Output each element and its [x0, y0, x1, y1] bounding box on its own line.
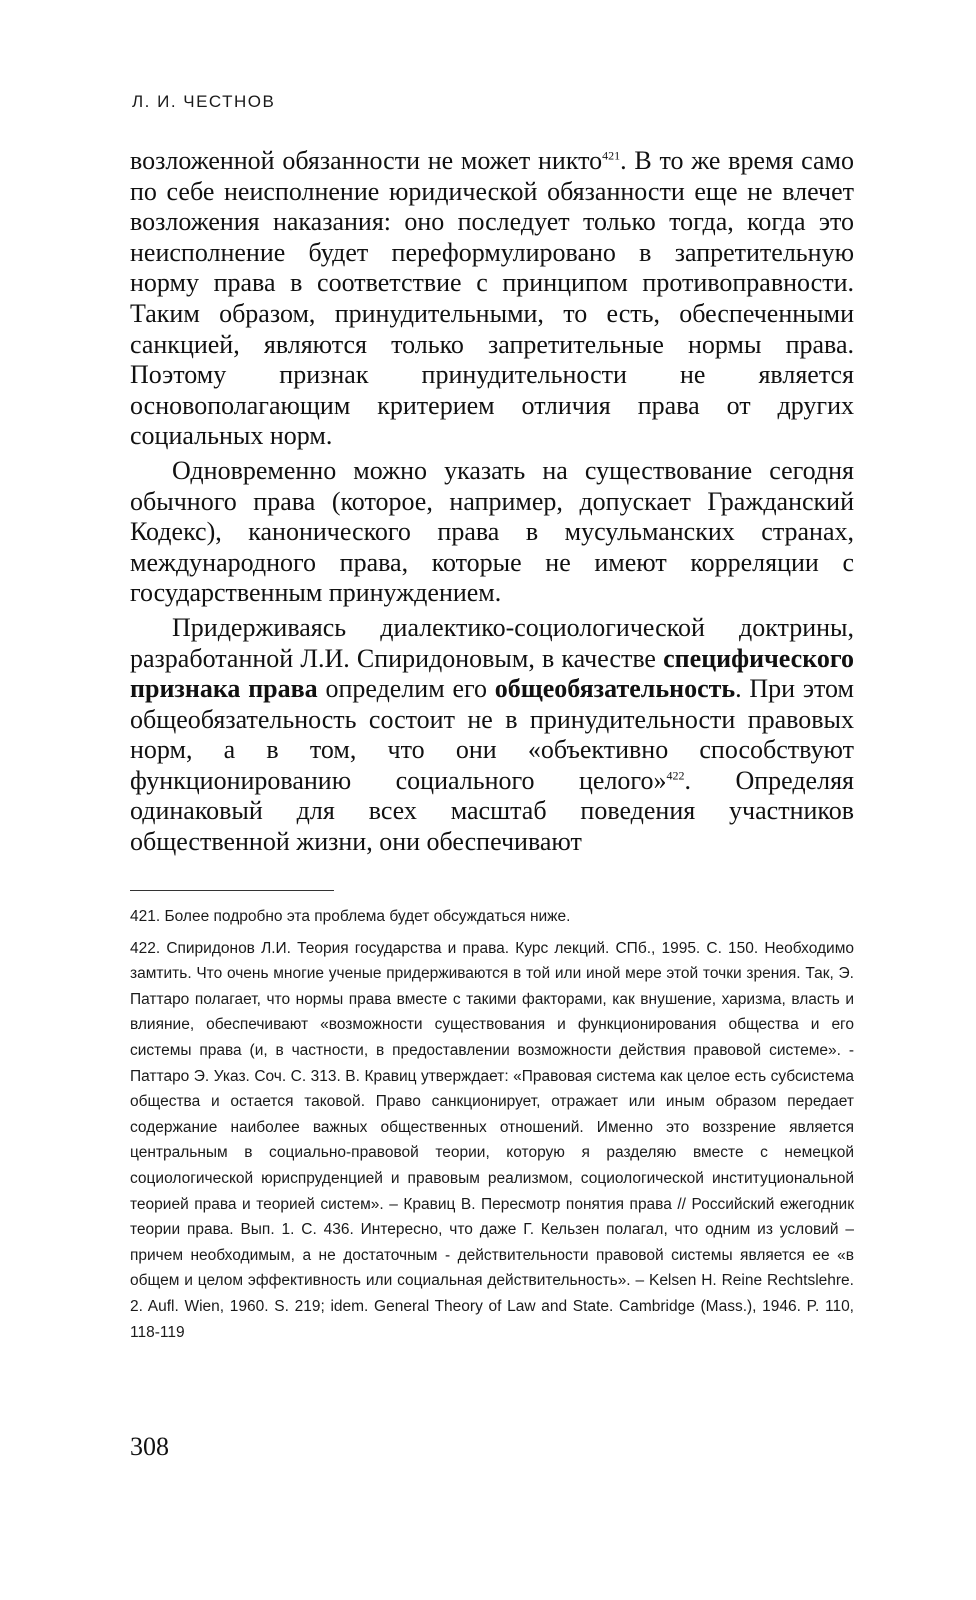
footnote-separator — [130, 890, 334, 891]
footnote-421: 421. Более подробно эта проблема будет обсуждаться ниже. — [130, 908, 571, 925]
paragraph-3-text-c: . При этом общеобязательность состоит не в принудительности правовых норм, а в том, что они «объективно способствуют функционированию социального целого» — [130, 674, 854, 795]
footnote-422: 422. Спиридонов Л.И. Теория государства и права. Курс лекций. СПб., 1995. С. 150. Необходимо замтить. Что очень многие ученые придерживаются в той или иной мере этой точки зрения. Так, Э. Паттаро полагает, что нормы права вместе с такими факторами, как внушение, харизма, власть и влияние, обеспечивают «возможности существования и функционирования общества и его системы права (и, в частности, в предоставлении возможности действия правовой системе». - Паттаро Э. Указ. Соч. С. 313. В. Кравиц утверждает: «Правовая система как целое есть субсистема общества и остается таковой. Право санкционирует, отражает или иным образом передает содержание наиболее важных общественных отношений. Именно это воззрение является центральным в социально-правовой теории, которую я разделяю вместе с немецкой социологической юриспруденцией и правовым реализмом, социологической институциональной теорией права и теорией систем». – Кравиц В. Пересмотр понятия права // Российский ежегодник теории права. Вып. 1. С. 436. Интересно, что даже Г. Кельзен полагал, что одним из условий – причем необходимым, а не достаточным - действительности правовой системы является ее «в общем и целом эффективность или социальная действительность». – Kelsen H. Reine Rechtslehre. 2. Aufl. Wien, 1960. S. 219; idem. General Theory of Law and State. Cambridge (Mass.), 1946. P. 110, 118-119 — [130, 939, 854, 1341]
main-text — [130, 146, 854, 858]
paragraph-1-text-b: . В то же время само по себе неисполнение юридической обязанности еще не влечет возложения наказания: оно последует только тогда, когда это неисполнение будет переформулировано в запретительную норму права в соответствие с принципом противоправности. Таким образом, принудительными, то есть, обеспеченными санкцией, являются только запретительные нормы права. Поэтому признак принудительности не является основополагающим критерием отличия права от других социальных норм. — [130, 146, 854, 451]
paragraph-3-text-a: Придерживаясь диалектико-социологической доктрины, разработанной Л.И. Спиридоновым, в качестве — [130, 612, 854, 673]
footnotes — [130, 904, 854, 1345]
paragraph-3-text-d: . Определяя одинаковый для всех масштаб поведения участников общественной жизни, они обеспечивают — [130, 765, 854, 857]
paragraph-1-text-a: возложенной обязанности не может никто — [130, 146, 603, 175]
paragraph-1 — [130, 146, 854, 452]
emphasis-general-obligation: общеобязательность — [494, 674, 736, 704]
footnote-ref-422[interactable]: 422 — [666, 768, 685, 783]
paragraph-3-text-b: определим его — [317, 674, 495, 704]
paragraph-2: Одновременно можно указать на существование сегодня обычного права (которое, например, допускает Гражданский Кодекс), канонического права в мусульманских странах, международного права, которые не имеют корреляции с государственным принуждением. — [130, 455, 854, 608]
running-head: Л. И. ЧЕСТНОВ — [132, 92, 276, 111]
footnote-ref-421[interactable]: 421 — [602, 148, 621, 163]
paragraph-3 — [130, 613, 854, 858]
emphasis-specific-feature: специфического признака права — [130, 643, 854, 704]
page-number: 308 — [130, 1432, 169, 1461]
